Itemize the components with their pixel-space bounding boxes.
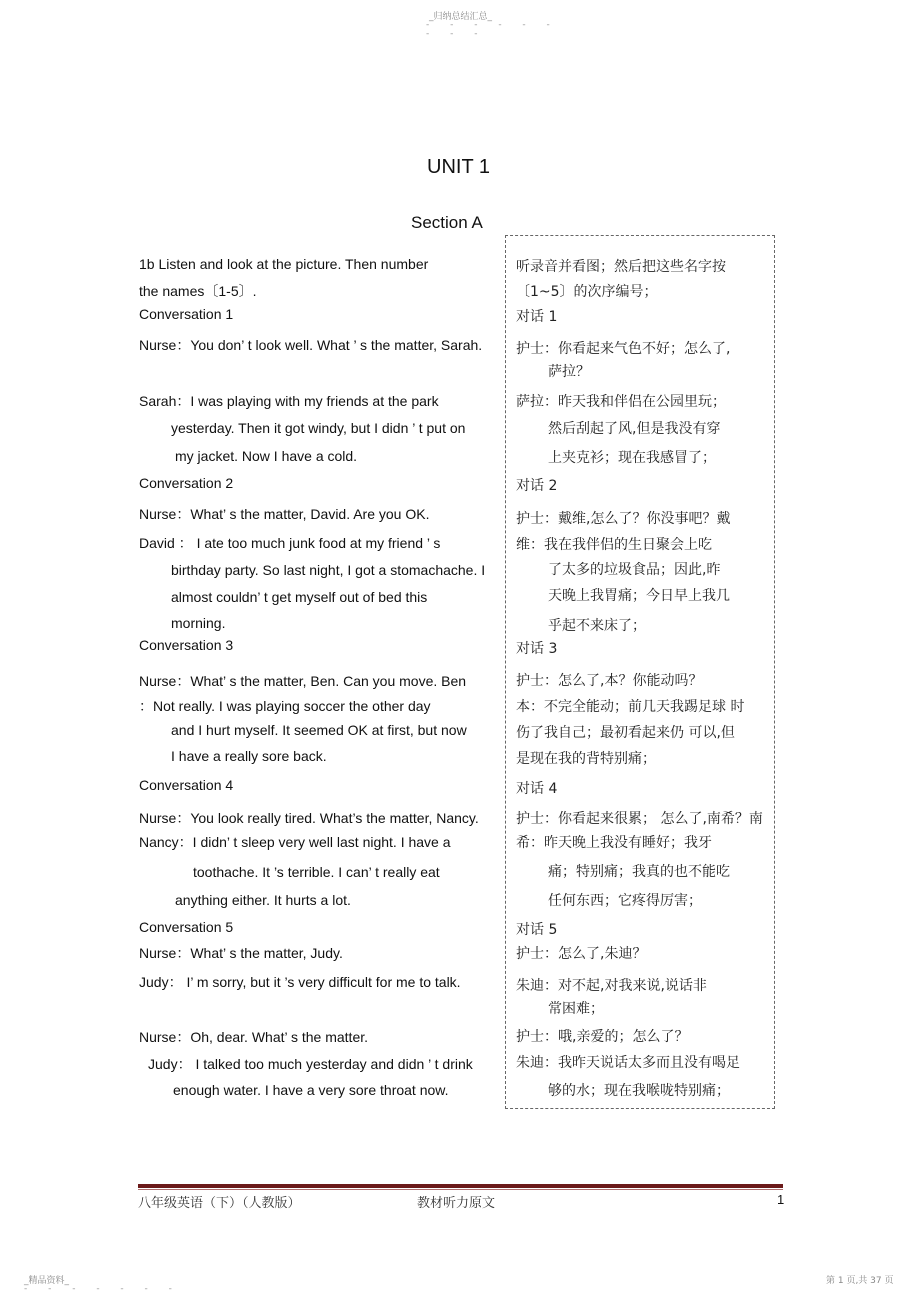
- translation-line: 听录音并看图；然后把这些名字按: [516, 259, 726, 275]
- conversation-heading: Conversation 3: [139, 637, 234, 653]
- translation-line: 护士：怎么了,本？你能动吗？: [516, 673, 703, 689]
- translation-line: 痛；特别痛；我真的也不能吃: [548, 864, 730, 880]
- text-line: yesterday. Then it got windy, but I didn ’ t put on: [171, 420, 466, 436]
- translation-heading: 对话 5: [516, 922, 558, 938]
- unit-title: UNIT 1: [427, 156, 490, 178]
- text-line: birthday party. So last night, I got a stomachache. I: [171, 562, 486, 578]
- text-line: Nurse：What’ s the matter, David. Are you OK.: [139, 506, 430, 522]
- page-number: 1: [777, 1192, 785, 1207]
- text-line: Nurse：What’ s the matter, Ben. Can you move. Ben: [139, 673, 467, 689]
- watermark-bottom-left: _精品资料_: [24, 1276, 70, 1286]
- translation-line: 天晚上我胃痛；今日早上我几: [548, 588, 730, 604]
- footer-book-title: 八年级英语（下）（人教版）: [138, 1196, 301, 1211]
- translation-line: 然后刮起了风,但是我没有穿: [548, 421, 721, 437]
- translation-line: 本：不完全能动；前几天我踢足球 时: [516, 699, 745, 715]
- page-counter: 第 1 页,共 37 页: [826, 1276, 894, 1286]
- translation-line: 上夹克衫；现在我感冒了；: [548, 450, 716, 466]
- text-line: Nurse：What’ s the matter, Judy.: [139, 945, 343, 961]
- text-line: morning.: [171, 615, 226, 631]
- text-line: Nurse：Oh, dear. What’ s the matter.: [139, 1029, 369, 1045]
- translation-heading: 对话 4: [516, 781, 558, 797]
- translation-line: 朱迪：对不起,对我来说,说话非: [516, 978, 707, 994]
- watermark-dashes: - - -: [426, 29, 487, 39]
- text-line: Nurse：You don’ t look well. What ’ s the matter, Sarah.: [139, 337, 483, 353]
- conversation-heading: Conversation 4: [139, 777, 234, 793]
- watermark-dashes: - - - - - - -: [24, 1284, 181, 1294]
- footer-center: 教材听力原文: [417, 1196, 496, 1211]
- footer-rule-thin: [138, 1189, 783, 1190]
- text-line: almost couldn’ t get myself out of bed this: [171, 589, 428, 605]
- translation-line: 伤了我自己；最初看起来仍 可以,但: [516, 725, 735, 741]
- translation-line: 萨拉：昨天我和伴侣在公园里玩；: [516, 394, 726, 410]
- conversation-heading: Conversation 1: [139, 306, 234, 322]
- text-line: enough water. I have a very sore throat now.: [173, 1082, 449, 1098]
- translation-line: 萨拉？: [548, 364, 590, 380]
- translation-line: 维：我在我伴侣的生日聚会上吃: [516, 537, 712, 553]
- conversation-heading: Conversation 5: [139, 919, 234, 935]
- translation-line: 护士：怎么了,朱迪？: [516, 946, 647, 962]
- translation-heading: 对话 1: [516, 309, 558, 325]
- translation-line: 〔1~5〕的次序编号；: [516, 284, 658, 300]
- translation-line: 护士：哦,亲爱的；怎么了？: [516, 1029, 689, 1045]
- text-line: anything either. It hurts a lot.: [175, 892, 351, 908]
- text-line: Judy： I talked too much yesterday and didn ’ t drink: [148, 1056, 473, 1072]
- text-line: 1b Listen and look at the picture. Then number: [139, 256, 429, 272]
- section-title: Section A: [411, 213, 483, 232]
- translation-line: 护士：你看起来气色不好；怎么了,: [516, 341, 731, 357]
- translation-line: 护士：你看起来很累； 怎么了,南希？南: [516, 811, 763, 827]
- text-line: and I hurt myself. It seemed OK at first, but now: [171, 722, 467, 738]
- translation-line: 希：昨天晚上我没有睡好；我牙: [516, 835, 712, 851]
- translation-line: 乎起不来床了；: [548, 618, 646, 634]
- translation-line: 了太多的垃圾食品；因此,昨: [548, 562, 721, 578]
- translation-line: 护士：戴维,怎么了？你没事吧？戴: [516, 511, 731, 527]
- translation-line: 是现在我的背特别痛；: [516, 751, 656, 767]
- translation-line: 够的水；现在我喉咙特别痛；: [548, 1083, 730, 1099]
- footer-rule: [138, 1184, 783, 1188]
- text-line: I have a really sore back.: [171, 748, 327, 764]
- watermark-dashes: - - - - - -: [426, 20, 559, 30]
- text-line: toothache. It ’s terrible. I can’ t really eat: [193, 864, 440, 880]
- translation-line: 任何东西；它疼得厉害；: [548, 893, 702, 909]
- text-line: my jacket. Now I have a cold.: [175, 448, 358, 464]
- text-line: Nancy：I didn’ t sleep very well last night. I have a: [139, 834, 451, 850]
- text-line: the names〔1-5〕.: [139, 283, 257, 299]
- translation-heading: 对话 3: [516, 641, 558, 657]
- text-line: Sarah：I was playing with my friends at the park: [139, 393, 439, 409]
- text-line: Nurse：You look really tired. What’s the matter, Nancy.: [139, 810, 479, 826]
- conversation-heading: Conversation 2: [139, 475, 234, 491]
- translation-line: 朱迪：我昨天说话太多而且没有喝足: [516, 1055, 740, 1071]
- text-line: David ： I ate too much junk food at my friend ’ s: [139, 535, 441, 551]
- watermark-top: _归纳总结汇总_: [429, 12, 493, 22]
- text-line: Judy： I’ m sorry, but it ’s very difficult for me to talk.: [139, 974, 461, 990]
- translation-line: 常困难；: [548, 1001, 604, 1017]
- text-line: ：Not really. I was playing soccer the other day: [139, 698, 431, 714]
- translation-heading: 对话 2: [516, 478, 558, 494]
